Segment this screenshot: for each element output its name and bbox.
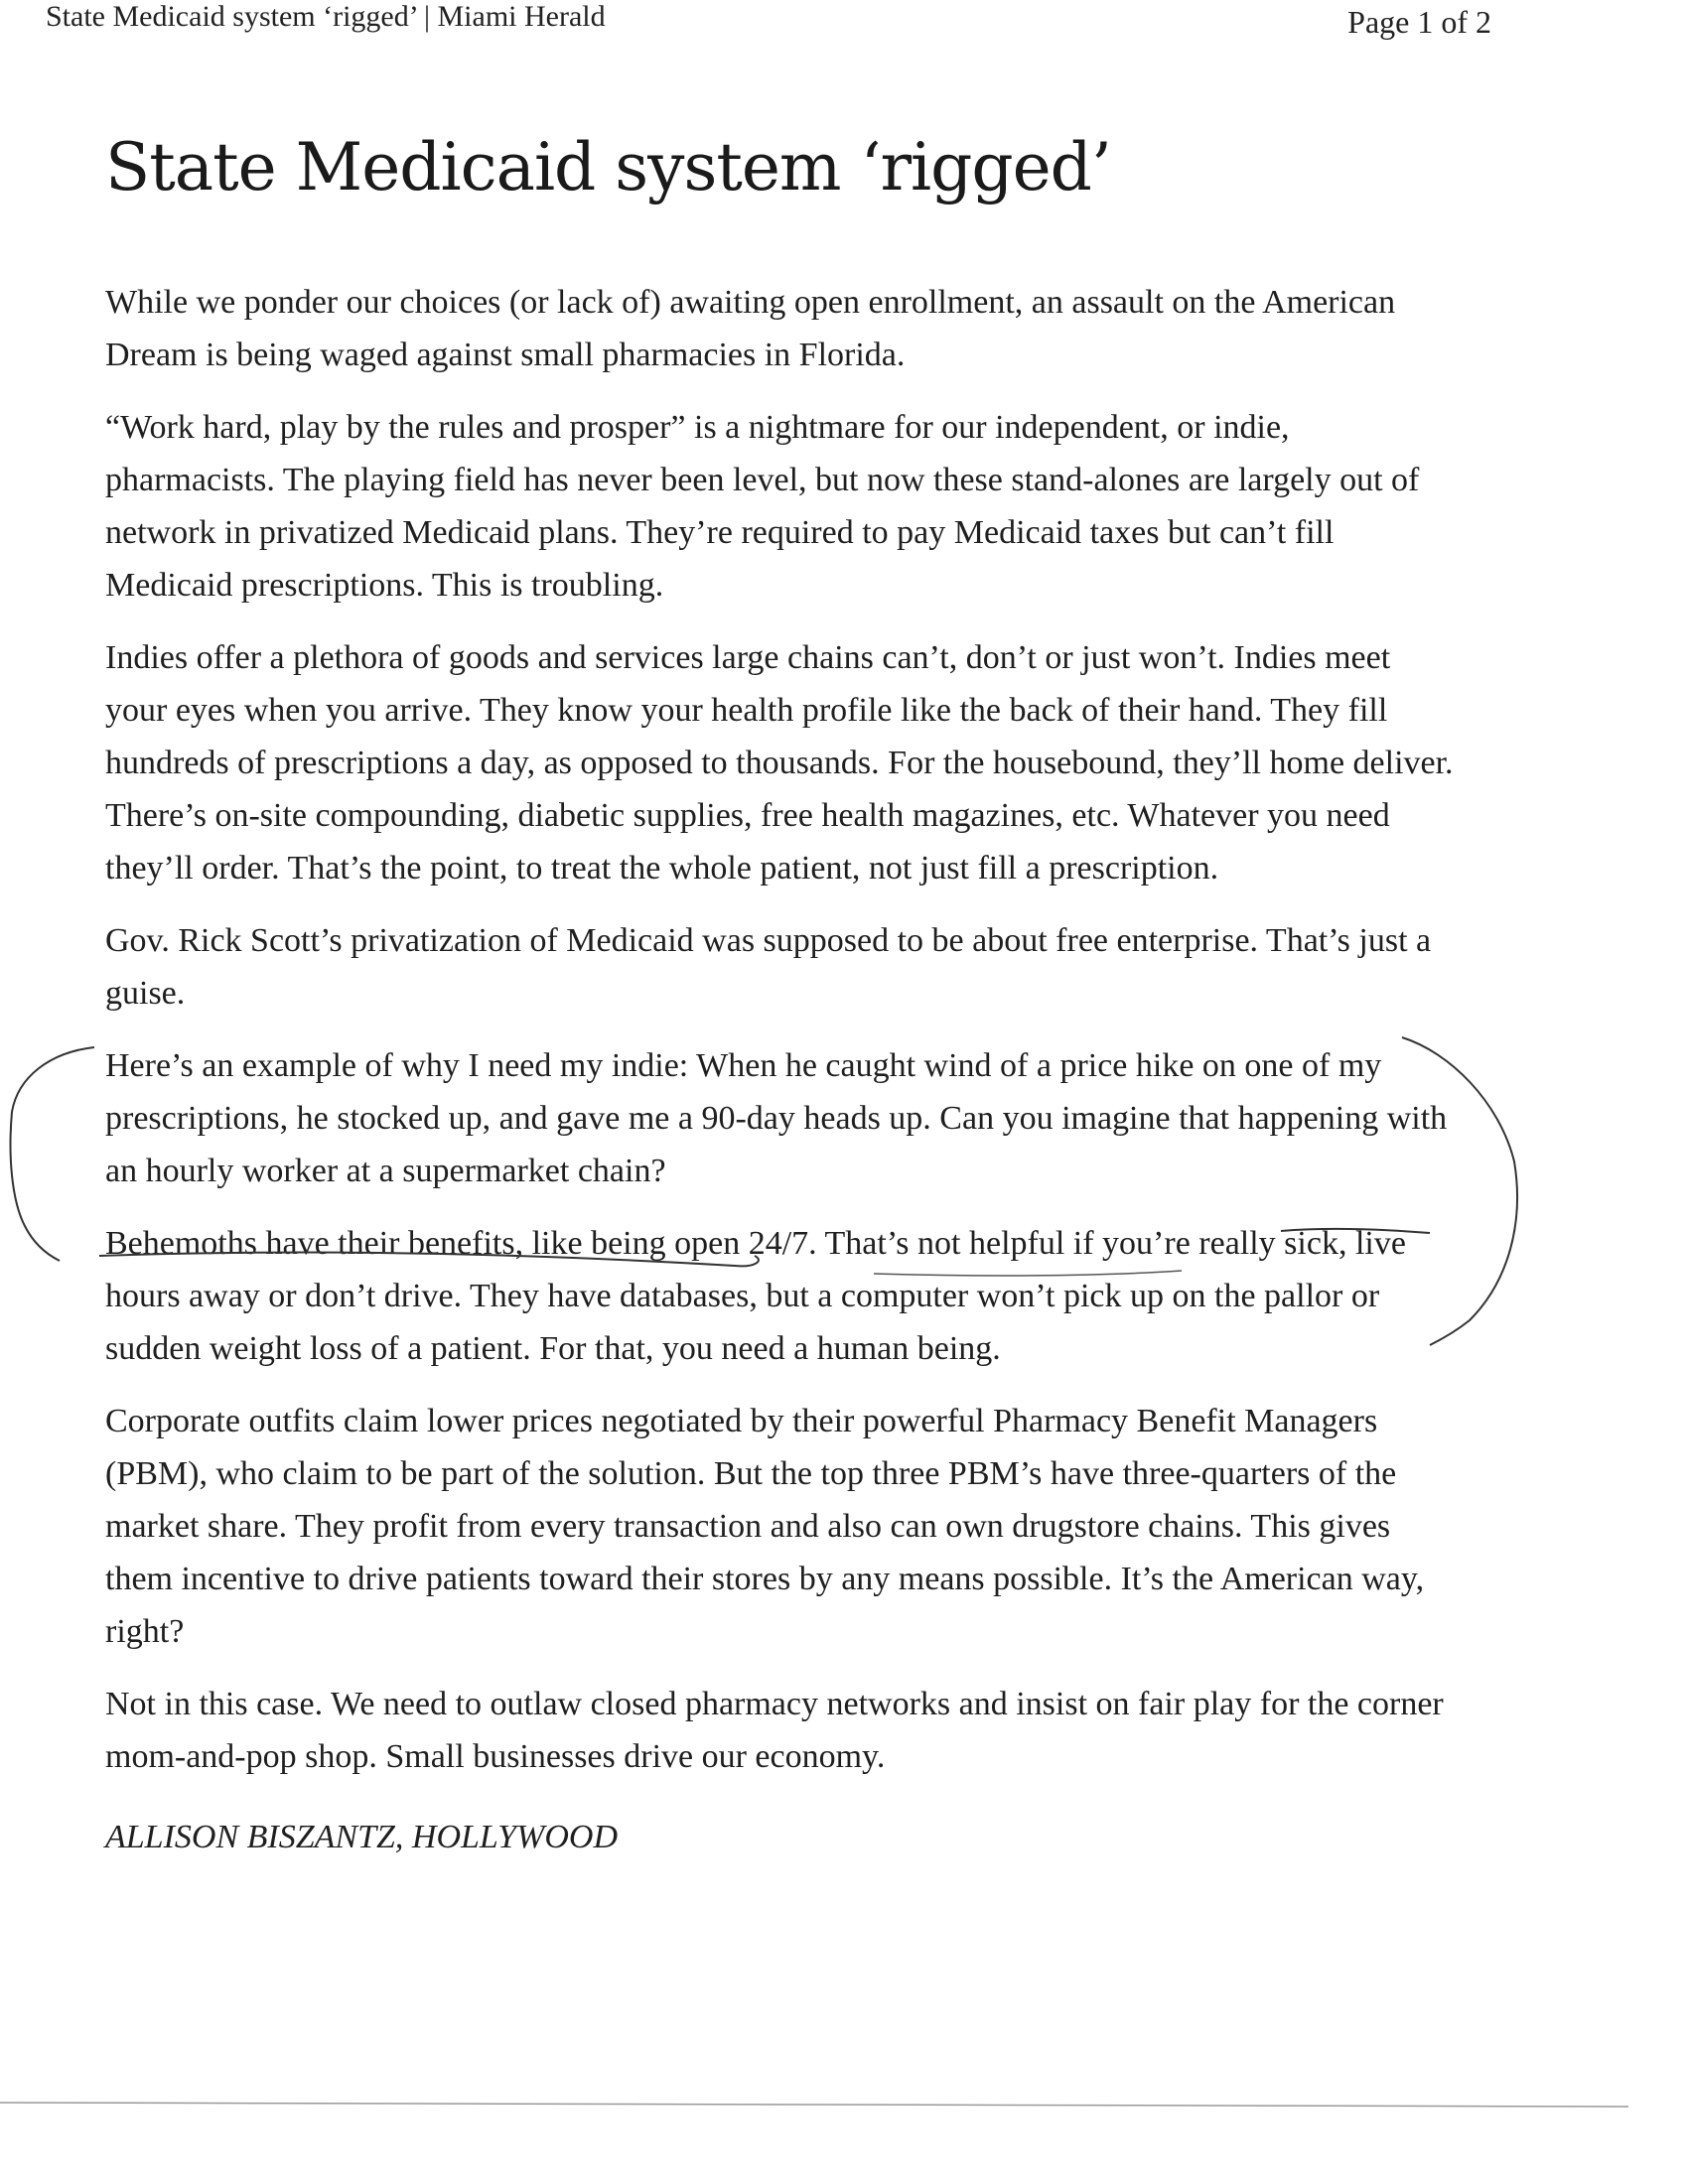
- paragraph-3: Indies offer a plethora of goods and services large chains can’t, don’t or just won’t. Indies meet your eyes when you arrive. They know your health profile like the back of their hand. They fill hundreds of prescriptions a day, as opposed to thousands. For the housebound, they’ll home deliver. There’s on-site compounding, diabetic supplies, free health magazines, etc. Whatever you need they’ll order. That’s the point, to treat the whole patient, not just fill a prescription.: [105, 639, 1454, 887]
- page-number: Page 1 of 2: [1347, 4, 1491, 40]
- paragraph-7: Corporate outfits claim lower prices negotiated by their powerful Pharmacy Benefit Managers (PBM), who claim to be part of the solution. But the top three PBM’s have three-quarters of the market share. They profit from every transaction and also can own drugstore chains. This gives them incentive to drive patients toward their stores by any means possible. It’s the American way, right?: [105, 1403, 1425, 1650]
- left-bracket-mark: [11, 1047, 94, 1261]
- paragraph-1: While we ponder our choices (or lack of) awaiting open enrollment, an assault on the American Dream is being waged against small pharmacies in Florida.: [105, 284, 1396, 373]
- article-body: [105, 276, 1456, 1883]
- paragraph-5: Here’s an example of why I need my indie: When he caught wind of a price hike on one of my prescriptions, he stocked up, and gave me a 90-day heads up. Can you imagine that happening with an hourly worker at a supermarket chain?: [105, 1047, 1448, 1189]
- paragraph-6: Behemoths have their benefits, like being open 24/7. That’s not helpful if you’re really sick, live hours away or don’t drive. They have databases, but a computer won’t pick up on the pallor or sudden weight loss of a patient. For that, you need a human being.: [105, 1225, 1406, 1367]
- paragraph-8: Not in this case. We need to outlaw closed pharmacy networks and insist on fair play for the corner mom-and-pop shop. Small businesses drive our economy.: [105, 1686, 1444, 1775]
- scan-edge-line: [0, 2103, 1628, 2107]
- article-title: State Medicaid system ‘rigged’: [105, 129, 1111, 205]
- paragraph-2: “Work hard, play by the rules and prosper” is a nightmare for our independent, or indie, pharmacists. The playing field has never been level, but now these stand-alones are largely out of network in privatized Medicaid plans. They’re required to pay Medicaid taxes but can’t fill Medicaid prescriptions. This is troubling.: [105, 409, 1420, 604]
- paragraph-4: Gov. Rick Scott’s privatization of Medicaid was supposed to be about free enterprise. That’s just a guise.: [105, 922, 1432, 1012]
- author-signature: ALLISON BISZANTZ, HOLLYWOOD: [105, 1819, 619, 1855]
- print-header-title: State Medicaid system ‘rigged’ | Miami Herald: [46, 0, 606, 33]
